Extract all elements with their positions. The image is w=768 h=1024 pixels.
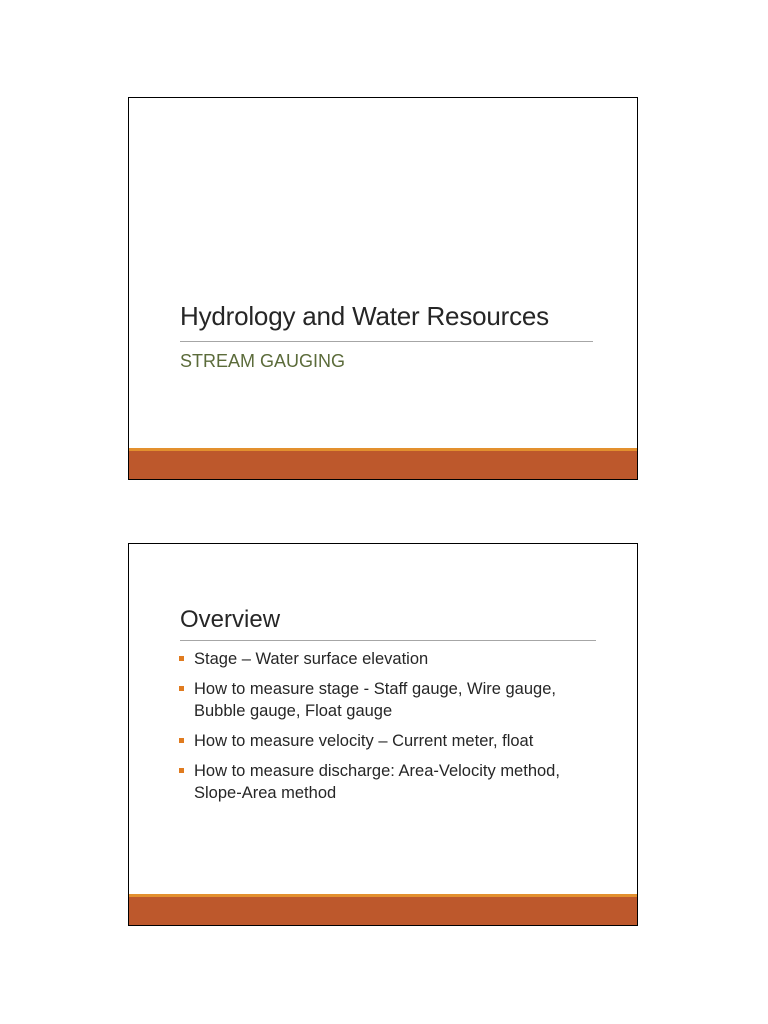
bullet-square-icon bbox=[179, 656, 184, 661]
heading-divider bbox=[180, 640, 596, 641]
list-item-text: How to measure discharge: Area-Velocity method, Slope-Area method bbox=[194, 762, 560, 802]
slide-heading: Overview bbox=[180, 606, 281, 633]
list-item bbox=[176, 678, 606, 722]
title-divider bbox=[180, 341, 593, 342]
slide-subtitle: STREAM GAUGING bbox=[180, 351, 346, 371]
bullet-square-icon bbox=[179, 738, 184, 743]
bullet-square-icon bbox=[179, 686, 184, 691]
overview-slide bbox=[128, 543, 638, 926]
list-item bbox=[176, 730, 606, 752]
footer-band bbox=[129, 451, 637, 479]
slide-title: Hydrology and Water Resources bbox=[180, 301, 549, 331]
footer-band bbox=[129, 897, 637, 925]
list-item-text: Stage – Water surface elevation bbox=[194, 650, 429, 668]
list-item-text: How to measure stage - Staff gauge, Wire gauge, Bubble gauge, Float gauge bbox=[194, 680, 556, 720]
bullet-square-icon bbox=[179, 768, 184, 773]
list-item bbox=[176, 760, 606, 804]
list-item bbox=[176, 648, 606, 670]
title-slide bbox=[128, 97, 638, 480]
list-item-text: How to measure velocity – Current meter, float bbox=[194, 732, 534, 750]
bullet-list bbox=[176, 648, 606, 812]
